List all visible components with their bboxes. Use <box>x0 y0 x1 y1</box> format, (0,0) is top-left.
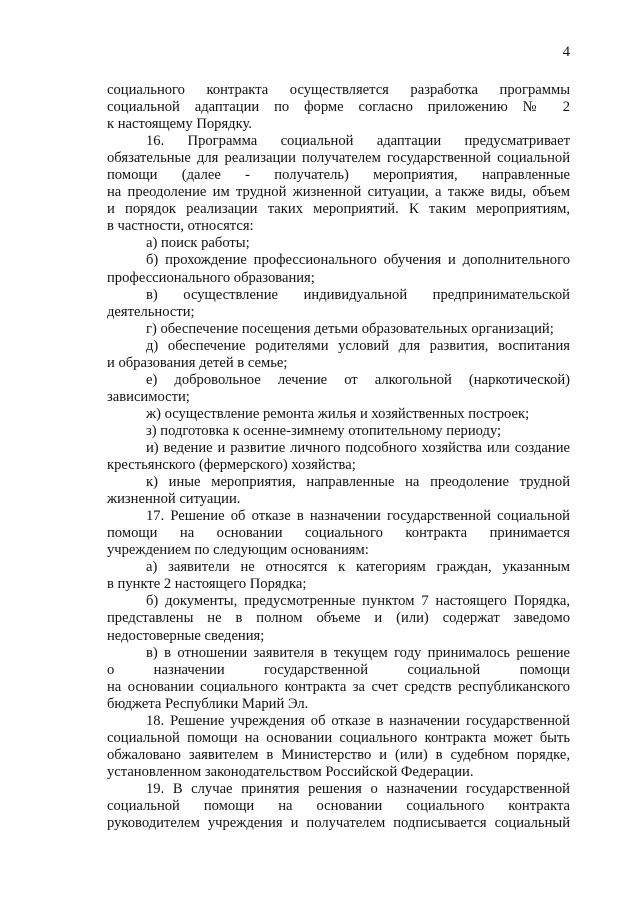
text-line: 16. Программа социальной адаптации предусматривает <box>146 133 570 150</box>
text-line: к) иные мероприятия, направленные на преодоление трудной <box>146 474 570 491</box>
text-line: о назначении государственной социальной помощи <box>107 661 570 678</box>
text-line: и) ведение и развитие личного подсобного хозяйства или создание <box>146 439 570 456</box>
text-line: зависимости; <box>107 388 190 405</box>
page-number: 4 <box>562 44 570 60</box>
text-line: на основании социального контракта за счет средств республиканского <box>107 678 570 695</box>
text-line: деятельности; <box>107 303 195 320</box>
text-line: бюджета Республики Марий Эл. <box>107 695 309 712</box>
text-line: з) подготовка к осенне-зимнему отопительному периоду; <box>146 422 502 439</box>
text-line: профессионального образования; <box>107 269 315 286</box>
text-line: помощи на основании социального контракта принимается <box>107 525 570 542</box>
text-line: б) документы, предусмотренные пунктом 7 настоящего Порядка, <box>146 593 570 610</box>
text-line: г) обеспечение посещения детьми образовательных организаций; <box>146 320 554 337</box>
text-line: а) заявители не относятся к категориям граждан, указанным <box>146 559 570 576</box>
text-line: в) в отношении заявителя в текущем году принималось решение <box>146 644 570 661</box>
text-line: социальной помощи на основании социального контракта <box>107 797 570 814</box>
text-line: обязательные для реализации получателем государственной социальной <box>107 150 570 167</box>
text-line: крестьянского (фермерского) хозяйства; <box>107 457 356 474</box>
text-line: и образования детей в семье; <box>107 354 288 371</box>
text-line: и порядок реализации таких мероприятий. К таким мероприятиям, <box>107 201 570 218</box>
text-line: в частности, относятся: <box>107 218 254 235</box>
text-line: ж) осуществление ремонта жилья и хозяйственных построек; <box>146 405 530 422</box>
text-line: учреждением по следующим основаниям: <box>107 542 369 559</box>
text-line: социальной адаптации по форме согласно приложению № 2 <box>107 99 570 116</box>
text-line: а) поиск работы; <box>146 235 250 252</box>
text-line: 19. В случае принятия решения о назначении государственной <box>146 780 570 797</box>
text-line: е) добровольное лечение от алкогольной (наркотической) <box>146 371 570 388</box>
text-line: социальной помощи на основании социального контракта может быть <box>107 729 570 746</box>
text-line: 18. Решение учреждения об отказе в назначении государственной <box>146 712 570 729</box>
text-line: к настоящему Порядку. <box>107 116 252 133</box>
text-line: социального контракта осуществляется разработка программы <box>107 82 570 98</box>
document-body <box>107 82 570 832</box>
text-line: 17. Решение об отказе в назначении государственной социальной <box>146 508 570 525</box>
text-line: помощи (далее - получатель) мероприятия, направленные <box>107 167 570 184</box>
text-line: б) прохождение профессионального обучения и дополнительного <box>146 252 570 269</box>
text-line: недостоверные сведения; <box>107 627 265 644</box>
text-line: установленном законодательством Российской Федерации. <box>107 763 474 780</box>
text-line: обжаловано заявителем в Министерство и (или) в судебном порядке, <box>107 746 570 763</box>
text-line: руководителем учреждения и получателем подписывается социальный <box>107 815 570 832</box>
text-line: в) осуществление индивидуальной предпринимательской <box>146 286 570 303</box>
text-line: в пункте 2 настоящего Порядка; <box>107 576 307 593</box>
text-line: представлены не в полном объеме и (или) содержат заведомо <box>107 610 570 627</box>
text-line: д) обеспечение родителями условий для развития, воспитания <box>146 337 570 354</box>
text-line: на преодоление им трудной жизненной ситуации, а также виды, объем <box>107 184 570 201</box>
text-line: жизненной ситуации. <box>107 491 241 508</box>
